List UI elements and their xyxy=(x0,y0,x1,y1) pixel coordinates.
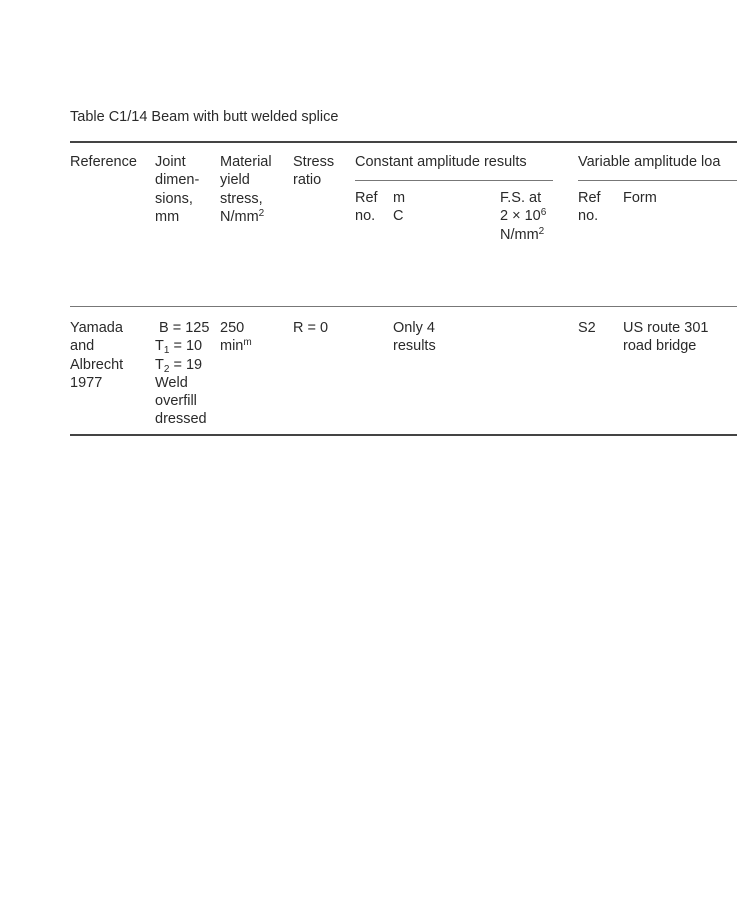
row-material-yield-stress: 250 $\min^m$ xyxy=(220,320,252,355)
header-const-m-c: m C xyxy=(393,190,406,225)
header-reference: Reference xyxy=(70,154,137,170)
header-bottom-rule xyxy=(70,306,737,307)
constant-group-rule xyxy=(355,180,553,181)
header-var-ref-no: Ref no. xyxy=(578,190,601,225)
row-reference: Yamada and Albrecht 1977 xyxy=(70,320,124,391)
header-const-fs: F.S. at $2 \times 10^6$ $N/mm^2$ xyxy=(500,190,547,243)
header-joint-dimensions: Joint dimen- sions, mm xyxy=(155,154,200,225)
row-joint-dimensions: B = 125 $T_1 = 10$ $T_2 = 19$ Weld overfill dressed xyxy=(155,320,210,428)
header-material-yield-stress: Material yield stress, $N/mm^2$ xyxy=(220,154,272,225)
header-stress-ratio: Stress ratio xyxy=(293,154,335,189)
row-constant-result: Only 4 results xyxy=(393,320,436,355)
variable-group-rule xyxy=(578,180,737,181)
header-var-form: Form xyxy=(623,190,657,206)
table-top-rule xyxy=(70,141,737,143)
row-var-ref-no: S2 xyxy=(578,320,596,336)
row-var-form: US route 301 road bridge xyxy=(623,320,709,355)
header-const-ref-no: Ref no. xyxy=(355,190,378,225)
table-bottom-rule xyxy=(70,434,737,436)
row-stress-ratio: R = 0 xyxy=(293,320,329,336)
header-variable-amplitude-group: Variable amplitude loa xyxy=(578,154,721,170)
header-constant-amplitude-group: Constant amplitude results xyxy=(355,154,527,170)
table-caption: Table C1/14 Beam with butt welded splice xyxy=(70,109,339,125)
